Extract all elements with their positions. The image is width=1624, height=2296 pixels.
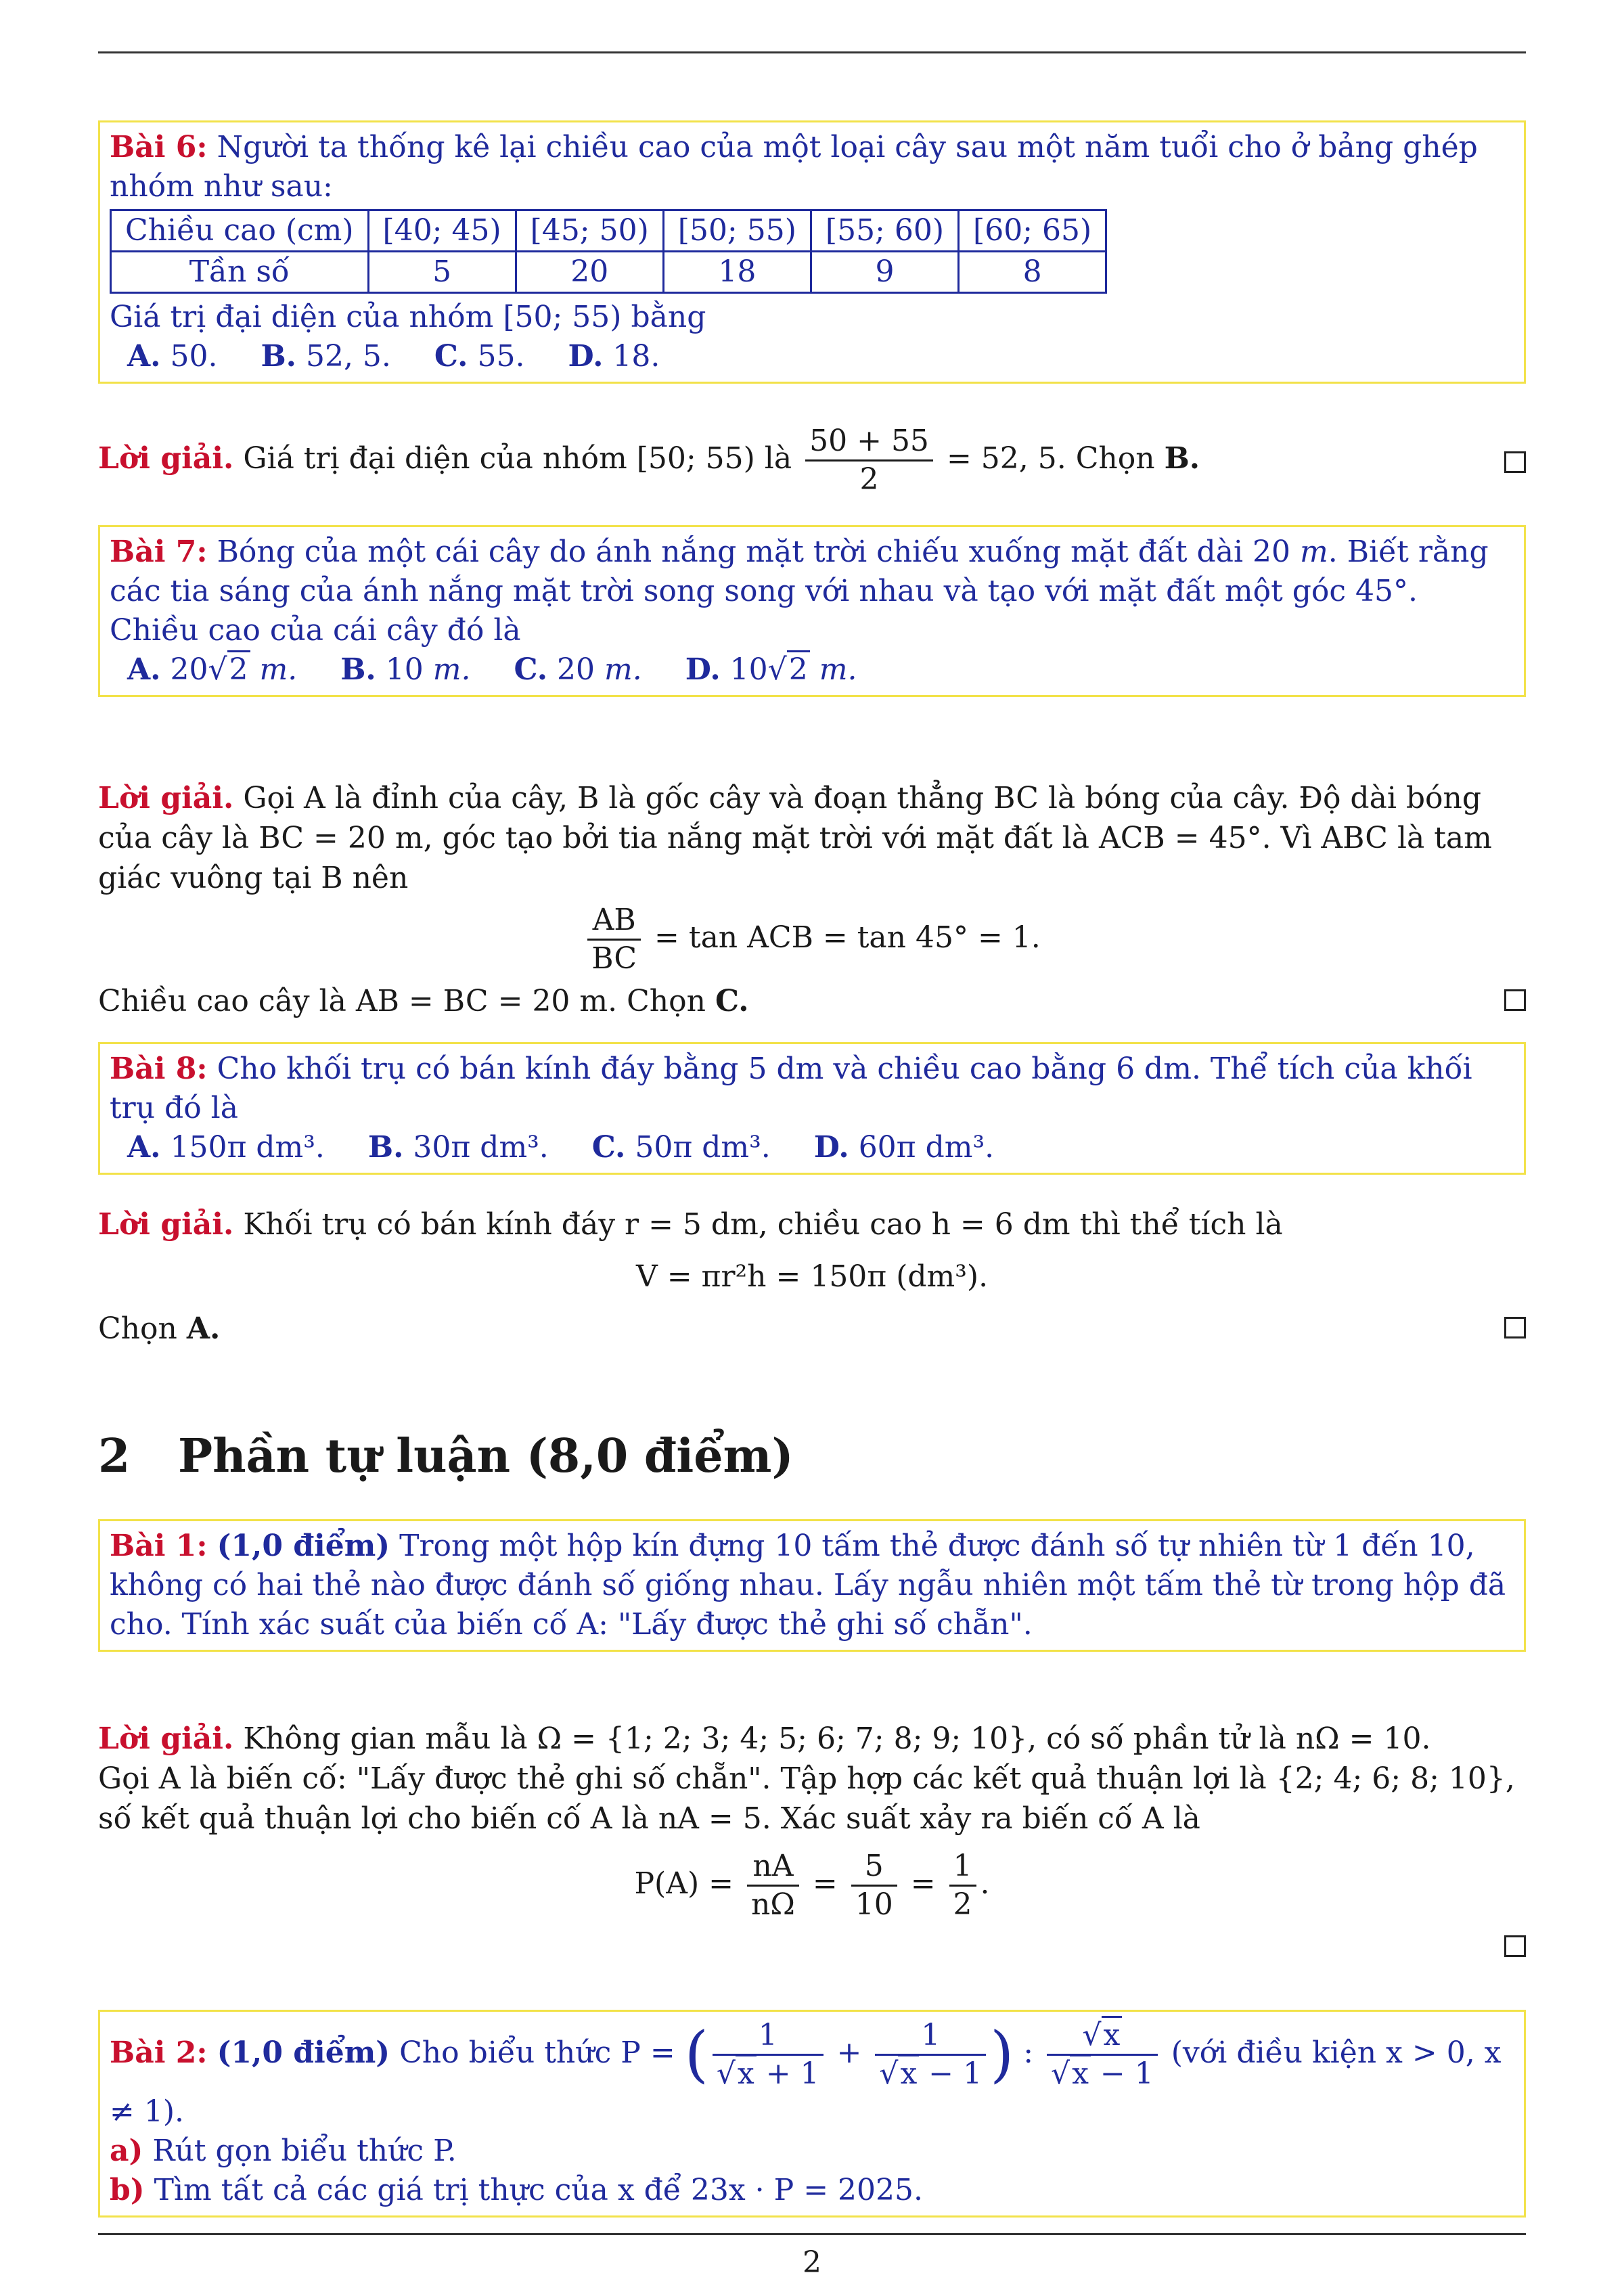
table-row: [111, 210, 1106, 252]
option-a: A. 20√2 m.: [127, 652, 297, 687]
table-cell: 8: [959, 252, 1106, 293]
equation: V = πr²h = 150π (dm³).: [635, 1259, 989, 1294]
problem-label: Bài 8:: [110, 1052, 208, 1086]
section-heading: 2 Phần tự luận (8,0 điểm): [98, 1429, 794, 1483]
solution-8: Lời giải. Khối trụ có bán kính đáy r = 5 dm, chiều cao h = 6 dm thì thể tích là V = πr²h = 150π (dm³). Chọn A.: [98, 1205, 1526, 1349]
chosen-answer: C.: [715, 984, 749, 1018]
top-rule: [98, 51, 1526, 53]
qed-box: [1504, 989, 1526, 1011]
solution-label: Lời giải.: [98, 1721, 234, 1756]
table-cell: 18: [663, 252, 811, 293]
answer-options: [110, 337, 1514, 376]
problem-label: Bài 2:: [110, 2035, 208, 2070]
problem-question: Giá trị đại diện của nhóm [50; 55) bằng: [110, 300, 706, 334]
qed-box: [1504, 1317, 1526, 1338]
option-b: B. 30π dm³.: [367, 1130, 549, 1165]
frequency-table: [110, 209, 1107, 294]
option-d: D. 18.: [568, 339, 660, 374]
table-cell: [40; 45): [368, 210, 516, 252]
problem-label: Bài 6:: [110, 130, 208, 164]
table-cell: [50; 55): [663, 210, 811, 252]
problem-8: Bài 8: Cho khối trụ có bán kính đáy bằng 5 dm và chiều cao bằng 6 dm. Thể tích của khối trụ đó là A. 150π dm³. B. 30π dm³. C. 50π dm³. D. 60π dm³.: [98, 1042, 1526, 1175]
table-cell: 5: [368, 252, 516, 293]
qed-box: [1504, 1935, 1526, 1957]
qed-box: [1504, 451, 1526, 473]
solution-6: Lời giải. Giá trị đại diện của nhóm [50; 55) là $\frac{50 + 55}{2}$ = 52, 5. Chọn B.: [98, 423, 1526, 498]
fraction: $\frac{5}{10}$: [851, 1848, 897, 1923]
option-a: A. 150π dm³.: [127, 1130, 325, 1165]
problem-label: Bài 1:: [110, 1529, 208, 1563]
essay-problem-2: Bài 2: (1,0 điểm) Cho biểu thức P = ( $\frac{1}{√x + 1}$ + $\frac{1}{√x - 1}$ ) : $\frac{√x}{√x - 1}$ (với điều kiện x > 0, x ≠ 1). a) Rút gọn biểu thức P. b) Tìm tất cả các giá trị thực của x để 23x · P = 2025.: [98, 2010, 1526, 2218]
solution-7: Lời giải. Gọi A là đỉnh của cây, B là gốc cây và đoạn thẳng BC là bóng của cây. Độ dài bóng của cây là BC = 20 m, góc tạo bởi tia nắng mặt trời với mặt đất là ACB = 45°. Vì ABC là tam giác vuông tại B nên $\frac{AB}{BC}$ = tan ACB = tan 45° = 1. Chiều cao cây là AB = BC = 20 m. Chọn C.: [98, 778, 1526, 1021]
fraction: $\frac{1}{2}$: [949, 1848, 976, 1923]
chosen-answer: B.: [1164, 441, 1200, 476]
table-row: [111, 252, 1106, 293]
problem-6: [98, 120, 1526, 384]
option-c: C. 55.: [434, 339, 525, 374]
option-a: A. 50.: [127, 339, 218, 374]
table-cell: [55; 60): [811, 210, 958, 252]
fraction: $\frac{AB}{BC}$: [587, 902, 641, 977]
essay-problem-1: Bài 1: (1,0 điểm) Trong một hộp kín đựng 10 tấm thẻ được đánh số tự nhiên từ 1 đến 10, không có hai thẻ nào được đánh số giống nhau. Lấy ngẫu nhiên một tấm thẻ từ trong hộp đã cho. Tính xác suất của biến cố A: "Lấy được thẻ ghi số chẵn".: [98, 1519, 1526, 1652]
solution-essay-1: Lời giải. Không gian mẫu là Ω = {1; 2; 3; 4; 5; 6; 7; 8; 9; 10}, có số phần tử là nΩ = 10. Gọi A là biến cố: "Lấy được thẻ ghi số chẵn". Tập hợp các kết quả thuận lợi là {2; 4; 6; 8; 10}, số kết quả thuận lợi cho biến cố A là nA = 5. Xác suất xảy ra biến cố A là P(A) = $\frac{nA}{n\Omega}$ = $\frac{5}{10}$ = $\frac{1}{2}$ .: [98, 1719, 1526, 1966]
bottom-rule: [98, 2233, 1526, 2235]
option-b: B. 10 m.: [340, 652, 471, 687]
table-cell: Tần số: [111, 252, 369, 293]
equation: P(A) = $\frac{nA}{n\Omega}$ = $\frac{5}{10}$ = $\frac{1}{2}$ .: [634, 1849, 990, 1922]
solution-label: Lời giải.: [98, 441, 234, 476]
answer-options: [110, 1128, 1514, 1167]
fraction: $\frac{nA}{n\Omega}$: [747, 1848, 799, 1923]
problem-label: Bài 7:: [110, 535, 208, 569]
option-c: C. 20 m.: [514, 652, 642, 687]
option-b: B. 52, 5.: [261, 339, 391, 374]
table-cell: Chiều cao (cm): [111, 210, 369, 252]
option-d: D. 10√2 m.: [685, 652, 857, 687]
equation: $\frac{AB}{BC}$ = tan ACB = tan 45° = 1.: [98, 902, 1526, 977]
option-d: D. 60π dm³.: [813, 1130, 995, 1165]
points: (1,0 điểm): [217, 1529, 390, 1563]
table-cell: 20: [516, 252, 663, 293]
table-cell: [60; 65): [959, 210, 1106, 252]
chosen-answer: A.: [186, 1311, 221, 1346]
solution-label: Lời giải.: [98, 1207, 234, 1242]
answer-options: [110, 650, 1514, 690]
fraction: $\frac{50 + 55}{2}$: [805, 423, 933, 498]
fraction: $\frac{1}{√x + 1}$: [713, 2017, 824, 2092]
problem-7: Bài 7: Bóng của một cái cây do ánh nắng mặt trời chiếu xuống mặt đất dài 20 m. Biết rằng các tia sáng của ánh nắng mặt trời song song với nhau và tạo với mặt đất một góc 45°. Chiều cao của cái cây đó là A. 20√2 m. B. 10 m. C. 20 m. D. 10√2 m.: [98, 525, 1526, 697]
solution-label: Lời giải.: [98, 781, 234, 815]
option-c: C. 50π dm³.: [591, 1130, 771, 1165]
problem-text: Người ta thống kê lại chiều cao của một loại cây sau một năm tuổi cho ở bảng ghép nhóm như sau:: [110, 130, 1478, 204]
points: (1,0 điểm): [217, 2035, 390, 2070]
table-cell: 9: [811, 252, 958, 293]
page-number: 2: [803, 2245, 821, 2280]
solution-text: Giá trị đại diện của nhóm [50; 55) là: [243, 441, 792, 476]
fraction: $\frac{1}{√x - 1}$: [875, 2017, 986, 2092]
fraction: $\frac{√x}{√x - 1}$: [1047, 2017, 1158, 2092]
table-cell: [45; 50): [516, 210, 663, 252]
